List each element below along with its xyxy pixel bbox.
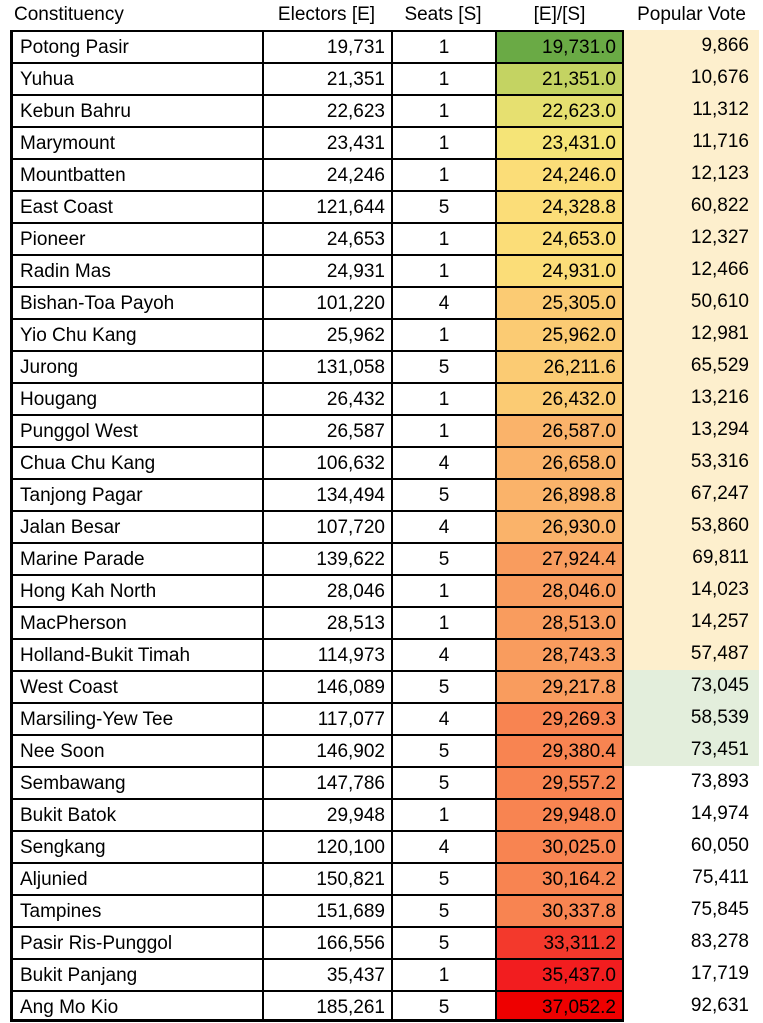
ratio-cell: 29,217.8 xyxy=(495,670,624,702)
electors-cell: 134,494 xyxy=(262,478,391,510)
table-row xyxy=(0,766,763,798)
constituency-cell: Yuhua xyxy=(10,62,262,94)
constituency-cell: Nee Soon xyxy=(10,734,262,766)
constituency-cell: Bukit Batok xyxy=(10,798,262,830)
table-row xyxy=(0,574,763,606)
popular-vote-cell: 13,216 xyxy=(624,382,759,414)
electors-cell: 106,632 xyxy=(262,446,391,478)
electors-cell: 146,089 xyxy=(262,670,391,702)
ratio-cell: 28,743.3 xyxy=(495,638,624,670)
popular-vote-cell: 14,974 xyxy=(690,803,749,824)
table-row xyxy=(0,286,763,318)
popular-vote-cell: 12,123 xyxy=(624,158,759,190)
seats-cell: 5 xyxy=(391,862,495,894)
seats-cell: 1 xyxy=(391,798,495,830)
ratio-cell: 26,432.0 xyxy=(495,382,624,414)
constituency-cell: Marine Parade xyxy=(10,542,262,574)
electors-cell: 114,973 xyxy=(262,638,391,670)
popular-vote-cell: 73,893 xyxy=(690,771,749,792)
seats-cell: 5 xyxy=(391,894,495,926)
electors-cell: 23,431 xyxy=(262,126,391,158)
electors-cell: 150,821 xyxy=(262,862,391,894)
constituency-cell: Marymount xyxy=(10,126,262,158)
table-row xyxy=(0,734,763,766)
popular-vote-cell: 92,631 xyxy=(690,995,749,1016)
seats-cell: 5 xyxy=(391,190,495,222)
popular-vote-cell: 17,719 xyxy=(690,963,749,984)
constituency-cell: Punggol West xyxy=(10,414,262,446)
electors-cell: 35,437 xyxy=(262,958,391,990)
table-row xyxy=(0,894,763,926)
electors-cell: 24,653 xyxy=(262,222,391,254)
header-seats: Seats [S] xyxy=(404,4,482,25)
ratio-cell: 24,931.0 xyxy=(495,254,624,286)
constituency-cell: Holland-Bukit Timah xyxy=(10,638,262,670)
ratio-cell: 29,380.4 xyxy=(495,734,624,766)
electors-cell: 120,100 xyxy=(262,830,391,862)
table-row xyxy=(0,382,763,414)
seats-cell: 5 xyxy=(391,350,495,382)
ratio-cell: 25,305.0 xyxy=(495,286,624,318)
table-row xyxy=(0,94,763,126)
popular-vote-cell: 75,411 xyxy=(692,867,749,888)
header-electors: Electors [E] xyxy=(277,4,376,25)
seats-cell: 5 xyxy=(391,766,495,798)
popular-vote-cell: 65,529 xyxy=(624,350,759,382)
electors-cell: 117,077 xyxy=(262,702,391,734)
ratio-cell: 24,653.0 xyxy=(495,222,624,254)
constituency-cell: Marsiling-Yew Tee xyxy=(10,702,262,734)
popular-vote-cell: 13,294 xyxy=(624,414,759,446)
table-row xyxy=(0,30,763,62)
ratio-cell: 24,246.0 xyxy=(495,158,624,190)
constituency-cell: Bishan-Toa Payoh xyxy=(10,286,262,318)
constituency-cell: Hougang xyxy=(10,382,262,414)
constituency-cell: West Coast xyxy=(10,670,262,702)
electors-cell: 131,058 xyxy=(262,350,391,382)
ratio-cell: 30,025.0 xyxy=(495,830,624,862)
ratio-cell: 26,658.0 xyxy=(495,446,624,478)
seats-cell: 4 xyxy=(391,830,495,862)
popular-vote-cell: 12,466 xyxy=(624,254,759,286)
constituency-cell: Tanjong Pagar xyxy=(10,478,262,510)
seats-cell: 1 xyxy=(391,94,495,126)
constituency-cell: Bukit Panjang xyxy=(10,958,262,990)
electors-cell: 22,623 xyxy=(262,94,391,126)
seats-cell: 5 xyxy=(391,478,495,510)
ratio-cell: 19,731.0 xyxy=(495,30,624,62)
electors-cell: 146,902 xyxy=(262,734,391,766)
constituency-cell: Jalan Besar xyxy=(10,510,262,542)
seats-cell: 1 xyxy=(391,62,495,94)
table-row xyxy=(0,990,763,1022)
header-constituency: Constituency xyxy=(14,4,124,25)
ratio-cell: 29,557.2 xyxy=(495,766,624,798)
electors-cell: 25,962 xyxy=(262,318,391,350)
constituency-cell: Ang Mo Kio xyxy=(10,990,262,1022)
table-row xyxy=(0,318,763,350)
ratio-cell: 26,587.0 xyxy=(495,414,624,446)
seats-cell: 4 xyxy=(391,286,495,318)
ratio-cell: 35,437.0 xyxy=(495,958,624,990)
constituency-cell: Potong Pasir xyxy=(10,30,262,62)
seats-cell: 1 xyxy=(391,574,495,606)
popular-vote-cell: 12,327 xyxy=(624,222,759,254)
table-row xyxy=(0,638,763,670)
electors-cell: 107,720 xyxy=(262,510,391,542)
table-row xyxy=(0,158,763,190)
popular-vote-cell: 60,822 xyxy=(624,190,759,222)
ratio-cell: 27,924.4 xyxy=(495,542,624,574)
table-row xyxy=(0,862,763,894)
popular-vote-cell: 14,257 xyxy=(624,606,759,638)
table-row xyxy=(0,126,763,158)
popular-vote-cell: 11,716 xyxy=(624,126,759,158)
header-row xyxy=(0,0,763,32)
popular-vote-cell: 69,811 xyxy=(624,542,759,574)
ratio-cell: 24,328.8 xyxy=(495,190,624,222)
seats-cell: 5 xyxy=(391,926,495,958)
constituency-cell: MacPherson xyxy=(10,606,262,638)
table-row xyxy=(0,702,763,734)
popular-vote-cell: 9,866 xyxy=(624,30,759,62)
constituency-cell: Chua Chu Kang xyxy=(10,446,262,478)
table-row xyxy=(0,830,763,862)
constituency-cell: Tampines xyxy=(10,894,262,926)
ratio-cell: 30,164.2 xyxy=(495,862,624,894)
table-row xyxy=(0,926,763,958)
popular-vote-cell: 10,676 xyxy=(624,62,759,94)
electors-cell: 139,622 xyxy=(262,542,391,574)
ratio-cell: 26,211.6 xyxy=(495,350,624,382)
constituency-cell: Jurong xyxy=(10,350,262,382)
ratio-cell: 26,930.0 xyxy=(495,510,624,542)
seats-cell: 1 xyxy=(391,382,495,414)
seats-cell: 4 xyxy=(391,702,495,734)
table-row xyxy=(0,798,763,830)
table-row xyxy=(0,350,763,382)
electors-cell: 121,644 xyxy=(262,190,391,222)
popular-vote-cell: 73,045 xyxy=(624,670,759,702)
seats-cell: 1 xyxy=(391,254,495,286)
table-row xyxy=(0,62,763,94)
constituency-cell: Aljunied xyxy=(10,862,262,894)
popular-vote-cell: 14,023 xyxy=(624,574,759,606)
constituency-cell: Hong Kah North xyxy=(10,574,262,606)
seats-cell: 1 xyxy=(391,126,495,158)
seats-cell: 1 xyxy=(391,318,495,350)
electors-cell: 29,948 xyxy=(262,798,391,830)
seats-cell: 5 xyxy=(391,670,495,702)
electors-cell: 185,261 xyxy=(262,990,391,1022)
ratio-cell: 37,052.2 xyxy=(495,990,624,1022)
seats-cell: 4 xyxy=(391,638,495,670)
ratio-cell: 28,046.0 xyxy=(495,574,624,606)
constituency-cell: Yio Chu Kang xyxy=(10,318,262,350)
header-popular-vote: Popular Vote xyxy=(637,4,746,25)
table-row xyxy=(0,222,763,254)
electors-cell: 28,513 xyxy=(262,606,391,638)
popular-vote-cell: 83,278 xyxy=(690,931,749,952)
constituency-cell: Kebun Bahru xyxy=(10,94,262,126)
seats-cell: 1 xyxy=(391,222,495,254)
electors-cell: 166,556 xyxy=(262,926,391,958)
seats-cell: 1 xyxy=(391,958,495,990)
table-row xyxy=(0,670,763,702)
electors-cell: 21,351 xyxy=(262,62,391,94)
electors-cell: 19,731 xyxy=(262,30,391,62)
ratio-cell: 28,513.0 xyxy=(495,606,624,638)
constituency-cell: Pasir Ris-Punggol xyxy=(10,926,262,958)
table-row xyxy=(0,478,763,510)
seats-cell: 4 xyxy=(391,446,495,478)
table-row xyxy=(0,190,763,222)
electors-cell: 147,786 xyxy=(262,766,391,798)
seats-cell: 5 xyxy=(391,542,495,574)
popular-vote-cell: 53,860 xyxy=(624,510,759,542)
ratio-cell: 30,337.8 xyxy=(495,894,624,926)
electors-cell: 151,689 xyxy=(262,894,391,926)
seats-cell: 4 xyxy=(391,510,495,542)
popular-vote-cell: 50,610 xyxy=(624,286,759,318)
electors-cell: 24,246 xyxy=(262,158,391,190)
ratio-cell: 29,948.0 xyxy=(495,798,624,830)
electors-cell: 24,931 xyxy=(262,254,391,286)
table-row xyxy=(0,542,763,574)
constituency-cell: Mountbatten xyxy=(10,158,262,190)
popular-vote-cell: 11,312 xyxy=(624,94,759,126)
table-row xyxy=(0,606,763,638)
seats-cell: 1 xyxy=(391,414,495,446)
seats-cell: 1 xyxy=(391,158,495,190)
table-row xyxy=(0,510,763,542)
popular-vote-cell: 75,845 xyxy=(690,899,749,920)
constituency-cell: Pioneer xyxy=(10,222,262,254)
ratio-cell: 21,351.0 xyxy=(495,62,624,94)
popular-vote-cell: 73,451 xyxy=(624,734,759,766)
ratio-cell: 22,623.0 xyxy=(495,94,624,126)
table-row xyxy=(0,414,763,446)
electors-cell: 26,432 xyxy=(262,382,391,414)
ratio-cell: 23,431.0 xyxy=(495,126,624,158)
seats-cell: 5 xyxy=(391,734,495,766)
electors-cell: 26,587 xyxy=(262,414,391,446)
table-row xyxy=(0,254,763,286)
popular-vote-cell: 58,539 xyxy=(624,702,759,734)
seats-cell: 1 xyxy=(391,606,495,638)
constituency-cell: Sengkang xyxy=(10,830,262,862)
ratio-cell: 29,269.3 xyxy=(495,702,624,734)
popular-vote-cell: 67,247 xyxy=(624,478,759,510)
popular-vote-cell: 57,487 xyxy=(624,638,759,670)
popular-vote-cell: 53,316 xyxy=(624,446,759,478)
seats-cell: 5 xyxy=(391,990,495,1022)
seats-cell: 1 xyxy=(391,30,495,62)
electors-cell: 101,220 xyxy=(262,286,391,318)
table-row xyxy=(0,446,763,478)
table-row xyxy=(0,958,763,990)
constituency-cell: Radin Mas xyxy=(10,254,262,286)
header-ratio: [E]/[S] xyxy=(533,4,586,25)
popular-vote-cell: 60,050 xyxy=(690,835,749,856)
ratio-cell: 25,962.0 xyxy=(495,318,624,350)
constituency-cell: East Coast xyxy=(10,190,262,222)
constituency-cell: Sembawang xyxy=(10,766,262,798)
ratio-cell: 33,311.2 xyxy=(495,926,624,958)
ratio-cell: 26,898.8 xyxy=(495,478,624,510)
popular-vote-cell: 12,981 xyxy=(624,318,759,350)
electors-cell: 28,046 xyxy=(262,574,391,606)
